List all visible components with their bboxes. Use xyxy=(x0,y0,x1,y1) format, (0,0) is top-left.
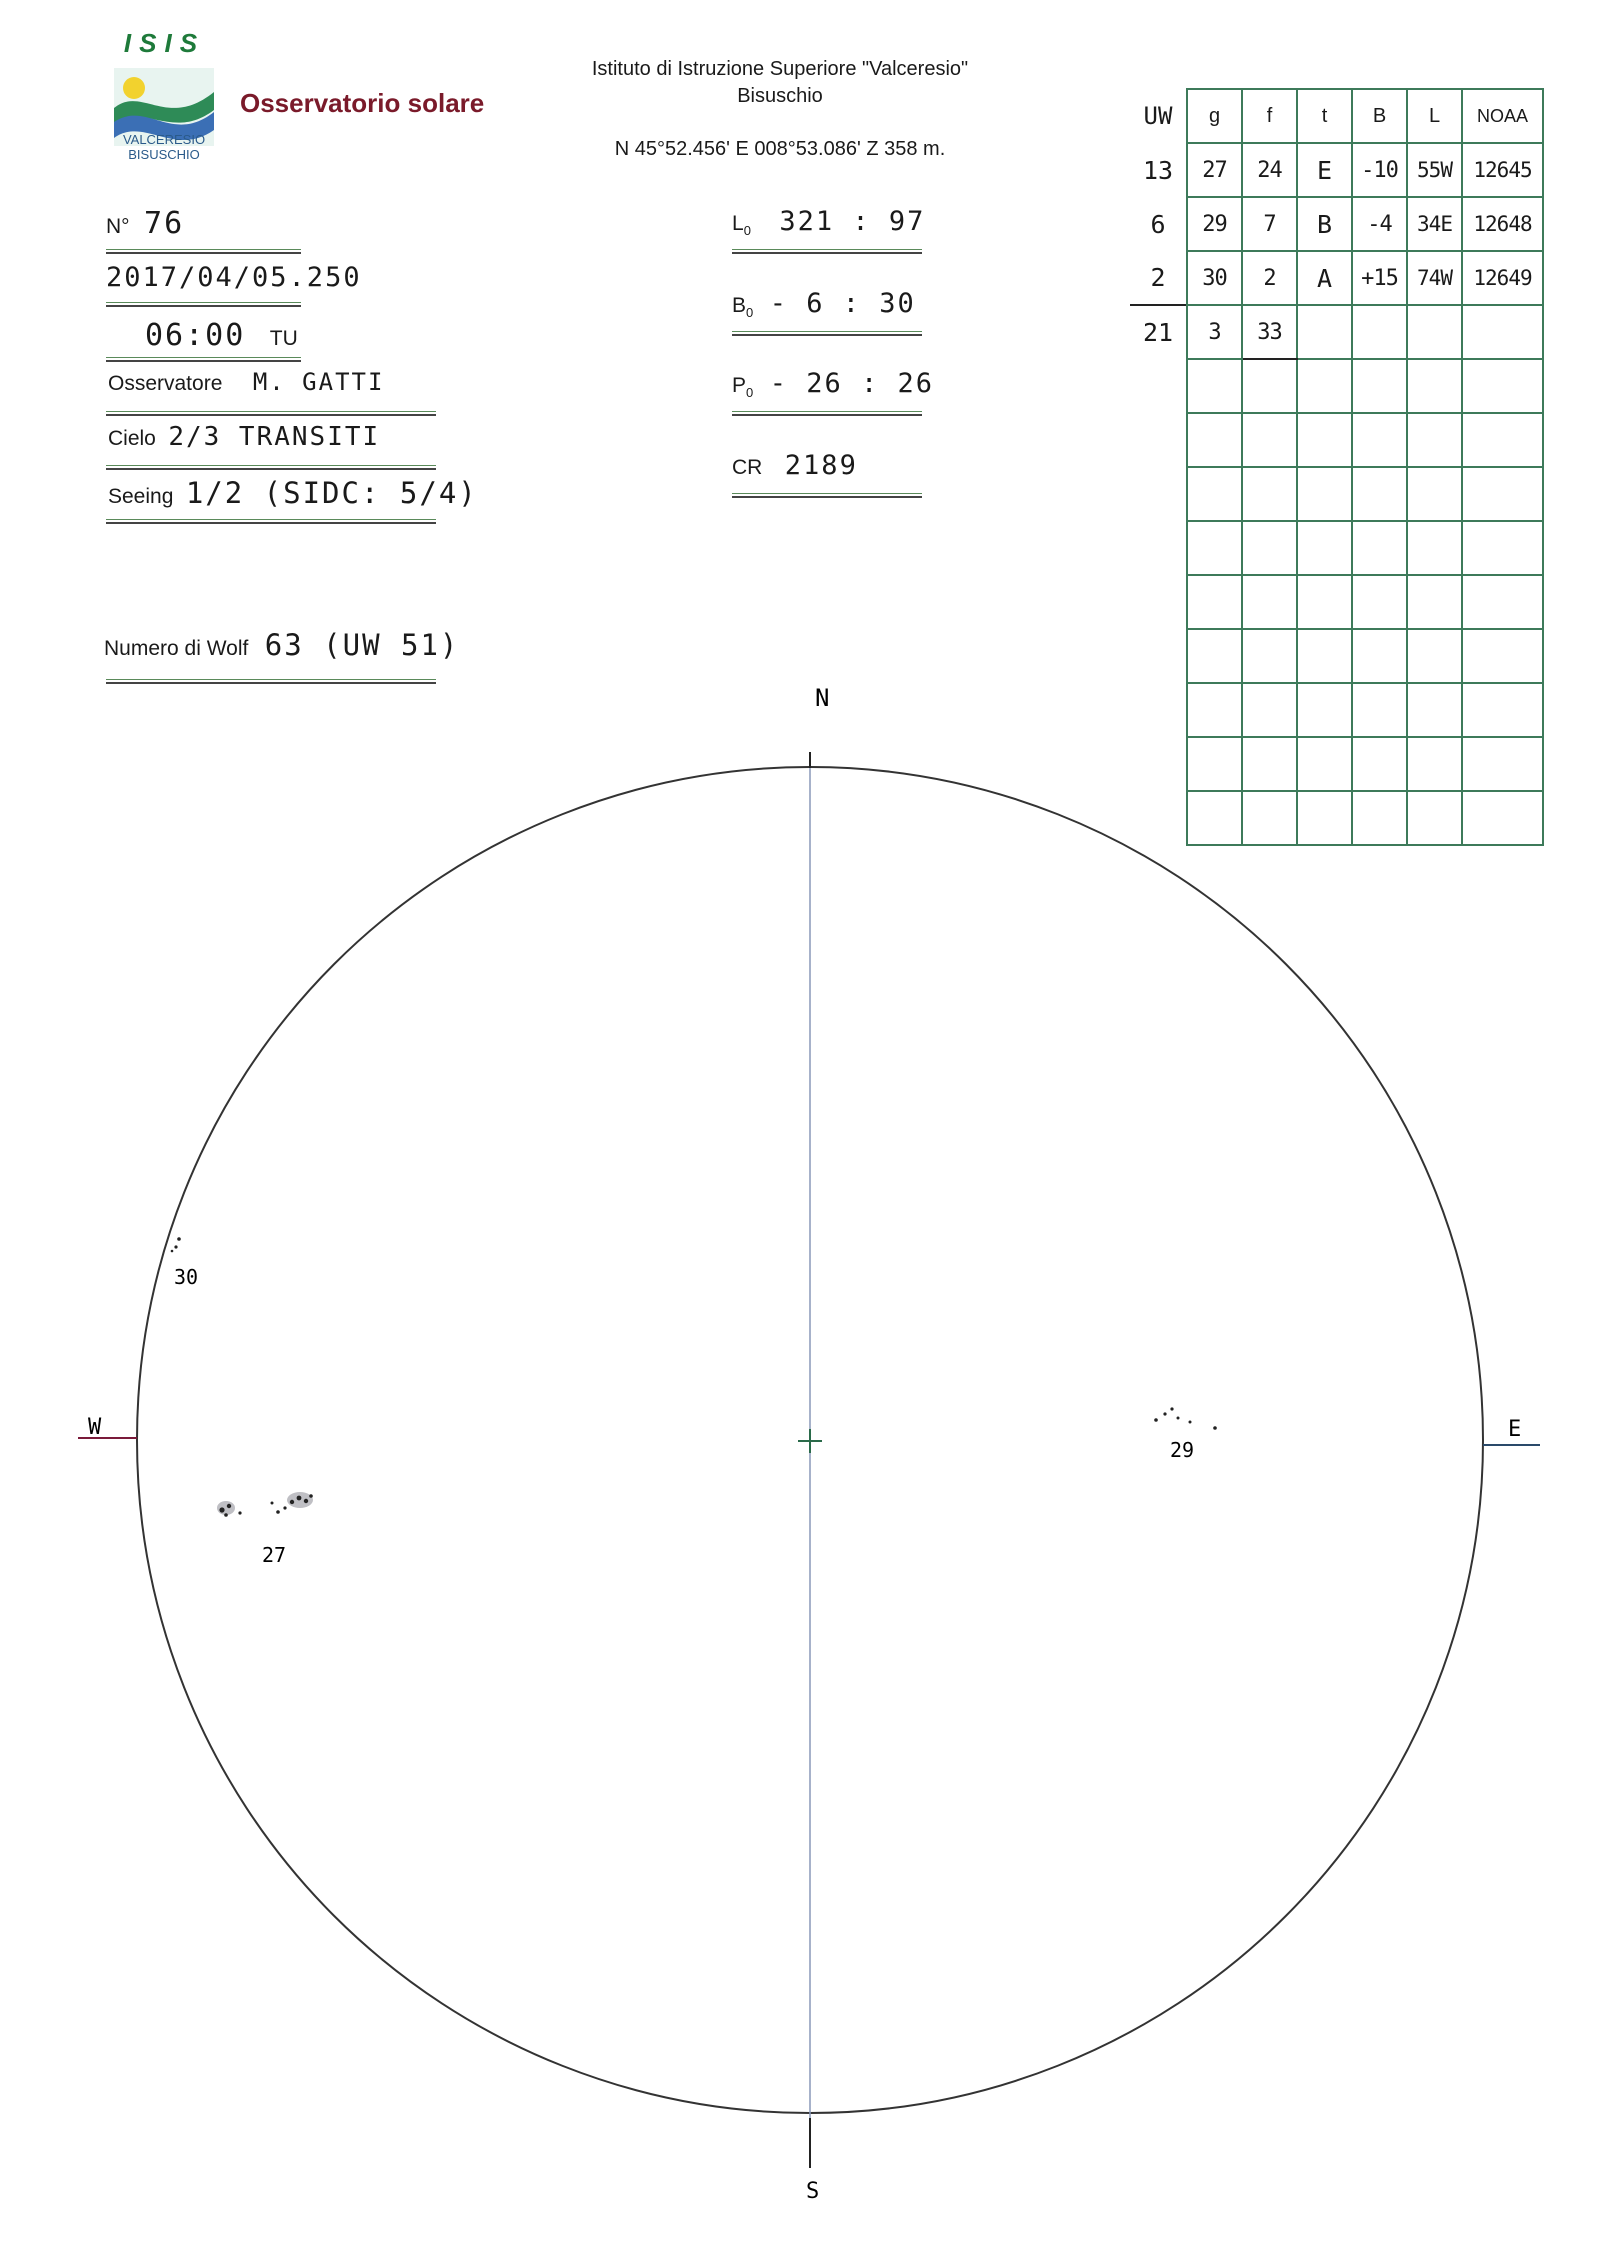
cell-uw: 2 xyxy=(1150,263,1166,292)
col-header-f: f xyxy=(1242,89,1297,143)
logo-caption-line-2: BISUSCHIO xyxy=(128,147,200,162)
cell-l: 55W xyxy=(1407,143,1462,197)
sunspot xyxy=(290,1500,294,1504)
p0-subscript: 0 xyxy=(746,385,754,401)
penumbra xyxy=(217,1501,235,1515)
cr-label: CR xyxy=(732,456,763,479)
cell-l: 34E xyxy=(1407,197,1462,251)
sunspot-group-27 xyxy=(217,1492,313,1517)
sunspot xyxy=(224,1513,228,1517)
sunspot xyxy=(276,1510,280,1514)
sunspot xyxy=(219,1507,224,1512)
cr-value: 2189 xyxy=(784,450,858,481)
time-value: 06:00 xyxy=(145,318,246,353)
cell-b: -4 xyxy=(1352,197,1407,251)
sunspot xyxy=(271,1502,274,1505)
cell-t: B xyxy=(1297,197,1352,251)
col-header-t: t xyxy=(1297,89,1352,143)
sunspot xyxy=(304,1499,308,1503)
cell-f: 24 xyxy=(1242,143,1297,197)
sunspot xyxy=(1177,1417,1180,1420)
observer-value: M. GATTI xyxy=(252,368,385,396)
number-value: 76 xyxy=(144,206,185,241)
cell-uw: 6 xyxy=(1150,209,1166,239)
cell-g: 29 xyxy=(1187,197,1242,251)
cell-noaa: 12648 xyxy=(1462,197,1543,251)
sunspot-group-29 xyxy=(1154,1407,1217,1429)
sunspot xyxy=(1213,1426,1217,1430)
east-label: E xyxy=(1508,1417,1522,1442)
total-g: 3 xyxy=(1187,305,1242,359)
cell-noaa: 12649 xyxy=(1462,251,1543,305)
sunspot xyxy=(171,1250,174,1253)
col-header-uw: UW xyxy=(1143,102,1173,130)
sunspot xyxy=(1189,1421,1192,1424)
number-label: N° xyxy=(106,215,130,238)
seeing-label: Seeing xyxy=(108,485,174,508)
sky-label: Cielo xyxy=(108,427,156,450)
col-header-b: B xyxy=(1352,89,1407,143)
group-label-27: 27 xyxy=(262,1543,287,1567)
sunspot xyxy=(309,1494,313,1498)
cell-uw: 13 xyxy=(1142,155,1174,185)
sunspot xyxy=(1163,1412,1166,1415)
col-header-l: L xyxy=(1407,89,1462,143)
cell-g: 27 xyxy=(1187,143,1242,197)
l0-subscript: 0 xyxy=(743,223,751,239)
cell-g: 30 xyxy=(1187,251,1242,305)
sunspot xyxy=(297,1496,302,1501)
sunspot xyxy=(238,1511,241,1514)
cell-t: E xyxy=(1297,143,1352,197)
south-label: S xyxy=(806,2179,820,2204)
total-f: 33 xyxy=(1242,305,1297,359)
wolf-value: 63 (UW 51) xyxy=(264,628,460,662)
sunspot xyxy=(177,1237,181,1241)
group-label-30: 30 xyxy=(174,1265,199,1289)
group-label-29: 29 xyxy=(1170,1438,1195,1462)
sunspot xyxy=(1170,1407,1173,1410)
seeing-value: 1/2 (SIDC: 5/4) xyxy=(185,476,478,510)
l0-letter: L xyxy=(732,212,744,235)
sunspot xyxy=(1154,1418,1158,1422)
cell-f: 2 xyxy=(1242,251,1297,305)
site-coordinates: N 45°52.456' E 008°53.086' Z 358 m. xyxy=(614,138,946,160)
b0-letter: B xyxy=(732,294,747,317)
cell-b: -10 xyxy=(1352,143,1407,197)
north-label: N xyxy=(815,684,830,712)
sky-value: 2/3 TRANSITI xyxy=(168,422,381,452)
cell-f: 7 xyxy=(1242,197,1297,251)
org-title: Osservatorio solare xyxy=(240,88,485,118)
institute-name: Istituto di Istruzione Superiore "Valceresio" xyxy=(591,58,969,80)
cell-t: A xyxy=(1297,251,1352,305)
l0-value: 321 : 97 xyxy=(779,206,926,237)
p0-value: - 26 : 26 xyxy=(769,368,935,399)
p0-letter: P xyxy=(732,374,747,397)
total-uw: 21 xyxy=(1130,305,1187,359)
col-header-g: g xyxy=(1187,89,1242,143)
col-header-noaa: NOAA xyxy=(1462,89,1543,143)
institute-town: Bisuschio xyxy=(737,85,823,107)
sunspot xyxy=(227,1504,231,1508)
cell-noaa: 12645 xyxy=(1462,143,1543,197)
sunspot-group-30 xyxy=(171,1237,181,1252)
b0-value: - 6 : 30 xyxy=(769,288,916,319)
cell-l: 74W xyxy=(1407,251,1462,305)
date-value: 2017/04/05.250 xyxy=(106,262,362,293)
west-label: W xyxy=(88,1415,102,1440)
b0-subscript: 0 xyxy=(746,305,754,321)
cell-b: +15 xyxy=(1352,251,1407,305)
logo-wordmark: ISIS xyxy=(123,28,206,58)
sunspot xyxy=(283,1506,286,1509)
observer-label: Osservatore xyxy=(108,372,223,395)
time-unit: TU xyxy=(269,327,298,350)
sunspot xyxy=(174,1245,177,1248)
logo-caption-line-1: VALCERESIO xyxy=(122,132,206,147)
wolf-label: Numero di Wolf xyxy=(104,637,249,660)
